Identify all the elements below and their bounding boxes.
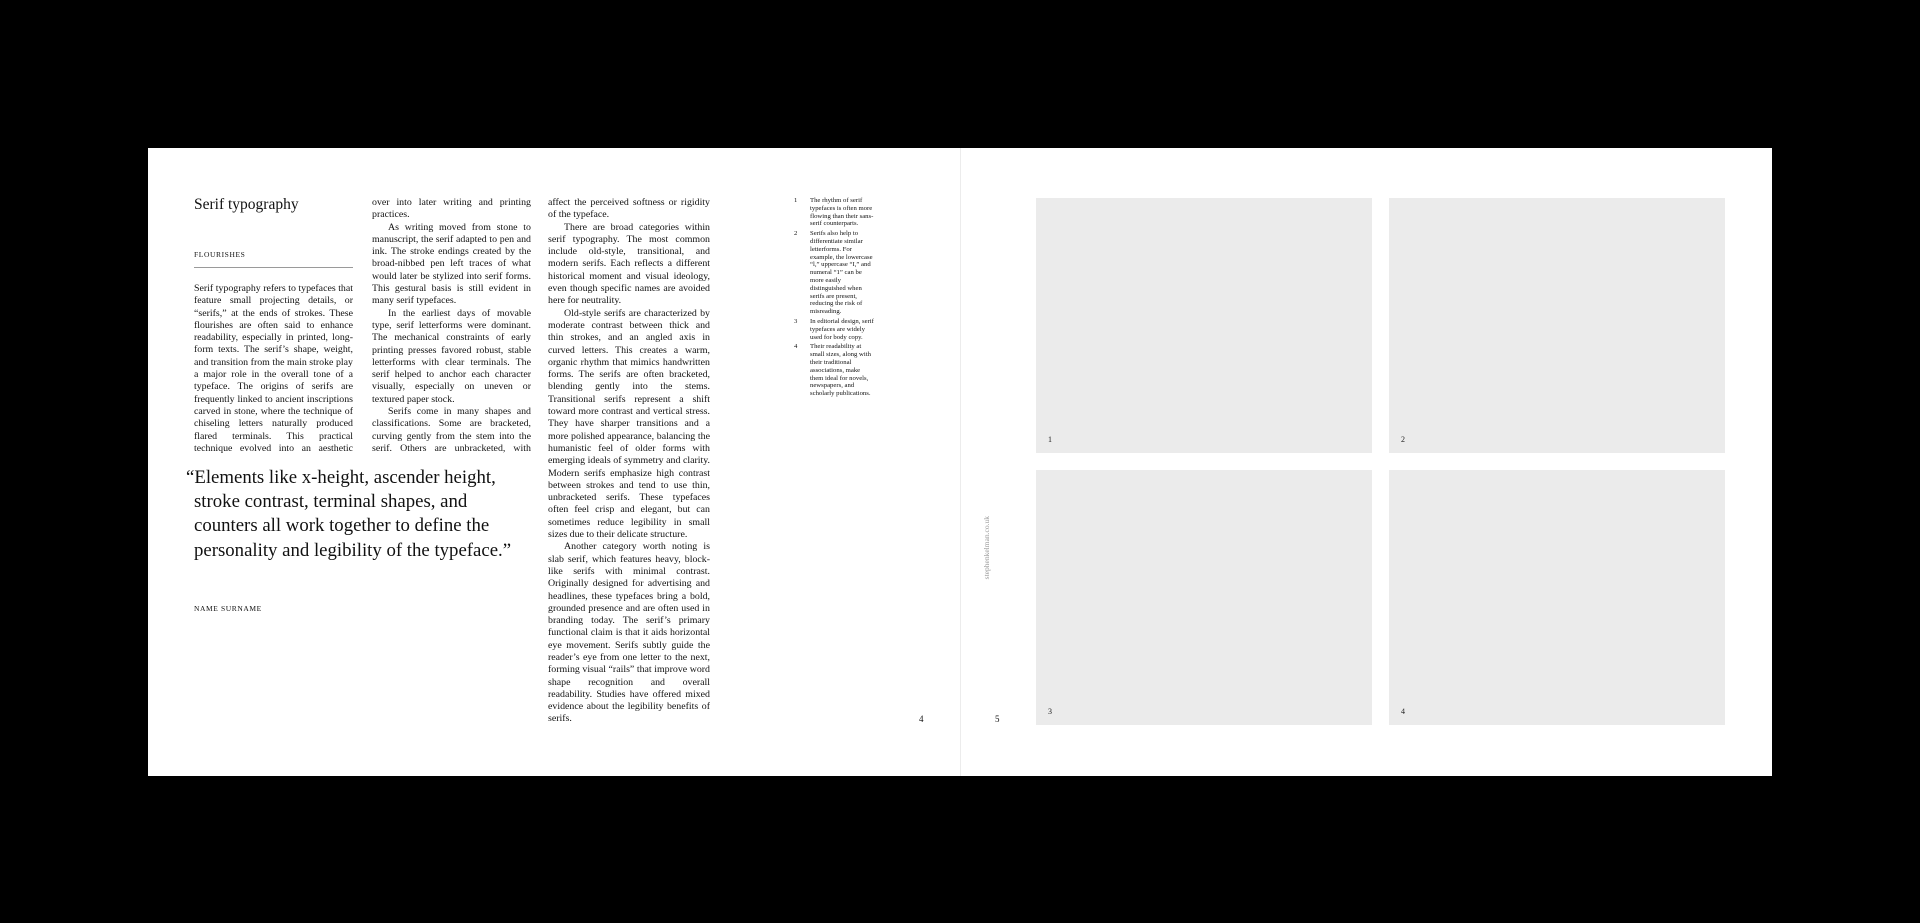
section-kicker: FLOURISHES (194, 250, 246, 259)
footnote (794, 197, 874, 228)
footnote-number: 4 (794, 343, 798, 351)
placeholder-label: 4 (1401, 707, 1405, 716)
placeholder-label: 3 (1048, 707, 1052, 716)
image-placeholder (1036, 198, 1372, 453)
paragraph: As writing moved from stone to manuscript, the serif adapted to pen and ink. The stroke endings created by the broad-nibbed pen left traces of what would later be stylized into serif forms. This gestural basis is still evident in many serif typefaces. (372, 221, 531, 307)
footnote-number: 2 (794, 230, 798, 238)
footnote (794, 343, 874, 398)
website-url: stephenkelman.co.uk (982, 516, 991, 580)
paragraph: Serif typography refers to typefaces that feature small projecting details, or “serifs,” at the ends of strokes. These flourishes are often said to enhance readability, especially in printed, long-form texts. The serif’s shape, weight, and transition from the main stroke play a major role in the overall tone of a typeface. The origins of serifs are frequently linked to ancient inscriptions carved in stone, where the technique of chiseling letters naturally produced flared terminals. This practical technique evolved into an aesthetic (194, 283, 353, 454)
text-column-1 (194, 283, 353, 455)
paragraph: Old-style serifs are characterized by moderate contrast between thick and thin strokes, and an angled axis in curved letters. This creates a warm, organic rhythm that mimics handwritten forms. The serifs are often bracketed, blending gently into the stems. Transitional serifs represent a shift toward more contrast and vertical stress. They have sharper transitions and a more polished appearance, balancing the humanistic feel of older forms with emerging ideals of symmetry and clarity. Modern serifs emphasize high contrast between strokes and tend to use thin, unbracketed serifs. These typefaces often feel crisp and elegant, but can sometimes reduce legibility in small sizes due to their delicate structure. (548, 307, 710, 541)
quote-attribution: NAME SURNAME (194, 604, 262, 613)
image-placeholder (1036, 470, 1372, 725)
image-placeholder (1389, 198, 1725, 453)
page-number-left: 4 (919, 714, 924, 724)
footnote (794, 230, 874, 316)
page-fold (960, 148, 961, 776)
image-placeholder (1389, 470, 1725, 725)
page-title: Serif typography (194, 196, 299, 213)
footnote-text: The rhythm of serif typefaces is often more flowing than their sans-serif counterparts. (810, 197, 874, 228)
footnote-text: In editorial design, serif typefaces are widely used for body copy. (810, 317, 874, 341)
quote-text: Elements like x-height, ascender height, stroke contrast, terminal shapes, and counters all work together to define the personality and legibility of the typeface.” (194, 467, 512, 561)
text-column-2 (372, 197, 531, 455)
pull-quote (186, 466, 531, 563)
footnote (794, 318, 874, 341)
placeholder-label: 2 (1401, 435, 1405, 444)
quote-mark: “ (186, 467, 195, 488)
paragraph: Another category worth noting is slab serif, which features heavy, block-like serifs with minimal contrast. Originally designed for advertising and headlines, these typefaces bring a bold, grounded presence and are often used in branding today. The serif’s primary functional claim is that it aids horizontal eye movement. Serifs subtly guide the reader’s eye from one letter to the next, forming visual “rails” that improve word shape recognition and overall readability. Studies have offered mixed evidence about the legibility benefits of serifs. (548, 541, 710, 725)
paragraph: Serifs come in many shapes and classifications. Some are bracketed, curving gently from the stem into the serif. Others are unbracketed, with (372, 406, 531, 454)
placeholder-label: 1 (1048, 435, 1052, 444)
paragraph: affect the perceived softness or rigidity of the typeface. (548, 197, 710, 221)
book-spread (148, 148, 1772, 776)
paragraph: There are broad categories within serif typography. The most common include old-style, transitional, and modern serifs. Each reflects a different historical moment and visual ideology, even though specific names are avoided here for neutrality. (548, 221, 710, 307)
footnote-text: Serifs also help to differentiate similar letterforms. For example, the lowercase “l,” uppercase “I,” and numeral “1” can be more easily distinguished when serifs are present, reducing the risk of misreading. (810, 230, 873, 316)
paragraph: over into later writing and printing practices. (372, 197, 531, 221)
page-number-right: 5 (995, 714, 1000, 724)
divider (194, 267, 353, 268)
paragraph: In the earliest days of movable type, serif letterforms were dominant. The mechanical constraints of early printing presses favored robust, stable letterforms with clear terminals. The serif helped to anchor each character visually, especially on uneven or textured paper stock. (372, 307, 531, 405)
footnote-text: Their readability at small sizes, along with their traditional associations, make them ideal for novels, newspapers, and scholarly publications. (810, 343, 871, 398)
text-column-3 (548, 197, 710, 767)
footnote-number: 3 (794, 317, 798, 325)
footnote-number: 1 (794, 197, 798, 204)
footnotes (794, 197, 874, 400)
